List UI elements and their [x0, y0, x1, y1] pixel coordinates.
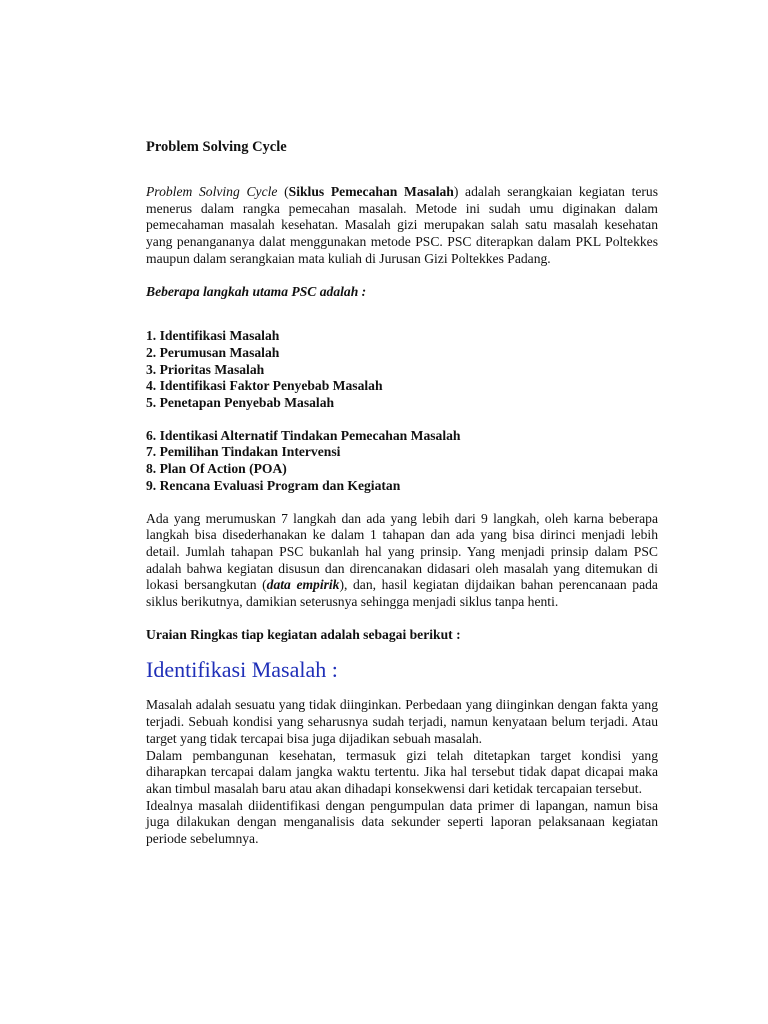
- section-paragraph: Masalah adalah sesuatu yang tidak diinginkan. Perbedaan yang diinginkan dengan fakta yang terjadi. Sebuah kondisi yang seharusnya sudah terjadi, namun kenyataan belum terjadi. Atau target yang tidak tercapai bisa juga dijadikan sebuah masalah.: [146, 697, 658, 746]
- step-item: 5. Penetapan Penyebab Masalah: [146, 395, 335, 411]
- para2-emphasis: data empirik: [266, 577, 340, 593]
- para2-after: ), dan, hasil kegiatan dijdaikan bahan perencanaan pada siklus berikutnya, damikian seterusnya sehingga menjadi siklus tanpa henti.: [146, 577, 658, 610]
- intro-rest: ) adalah serangkaian kegiatan terus menerus dalam rangka pemecahan masalah. Metode ini sudah umu diginakan dalam pemecahaman masalah kesehatan. Masalah gizi merupakan salah satu masalah kesehatan yang penangananya dalat menggunakan metode PSC. PSC diterapkan dalam PKL Poltekkes maupun dalam serangkaian mata kuliah di Jurusan Gizi Poltekkes Padang.: [146, 184, 658, 266]
- section-heading-identifikasi: Identifikasi Masalah :: [146, 657, 338, 683]
- step-item: 6. Identikasi Alternatif Tindakan Pemecahan Masalah: [146, 427, 461, 443]
- intro-open-paren: (: [277, 184, 289, 199]
- document-page: [146, 138, 658, 848]
- steps-explanation-paragraph: [146, 511, 658, 611]
- step-item: 7. Pemilihan Tindakan Intervensi: [146, 444, 341, 460]
- step-item: 2. Perumusan Masalah: [146, 344, 280, 360]
- intro-paragraph: [146, 184, 658, 268]
- intro-term-italic: Problem Solving Cycle: [146, 184, 278, 199]
- section-paragraph: Idealnya masalah diidentifikasi dengan pengumpulan data primer di lapangan, namun bisa juga dilakukan dengan menganalisis data sekunder seperti laporan pelaksanaan kegiatan periode sebelumnya.: [146, 797, 658, 847]
- intro-term-bold: Siklus Pemecahan Masalah: [288, 184, 454, 199]
- steps-list-group1: [146, 328, 658, 412]
- steps-list-group2: [146, 428, 658, 495]
- section-paragraph: Dalam pembangunan kesehatan, termasuk gizi telah ditetapkan target kondisi yang diharapkan tercapai dalam jangka waktu tertentu. Jika hal tersebut tidak dapat dicapai maka akan timbul masalah baru atau akan dihadapi konsekwensi dari ketidak tercapaian tersebut.: [146, 747, 658, 796]
- steps-heading: Beberapa langkah utama PSC adalah :: [146, 283, 367, 299]
- document-title: Problem Solving Cycle: [146, 139, 287, 155]
- step-item: 4. Identifikasi Faktor Penyebab Masalah: [146, 378, 383, 394]
- para2-before: Ada yang merumuskan 7 langkah dan ada yang lebih dari 9 langkah, oleh karna beberapa langkah bisa disederhanakan ke dalam 1 tahapan dan ada yang bisa dirinci menjadi lebih detail. Jumlah tahapan PSC bukanlah hal yang prinsip. Yang menjadi prinsip dalam PSC adalah bahwa kegiatan disusun dan direncanakan didasari oleh masalah yang ditemukan di lokasi bersangkutan (: [146, 510, 658, 593]
- step-item: 1. Identifikasi Masalah: [146, 328, 280, 344]
- step-item: 9. Rencana Evaluasi Program dan Kegiatan: [146, 477, 401, 493]
- step-item: 3. Prioritas Masalah: [146, 361, 265, 377]
- uraian-heading: Uraian Ringkas tiap kegiatan adalah sebagai berikut :: [146, 626, 461, 642]
- step-item: 8. Plan Of Action (POA): [146, 461, 287, 477]
